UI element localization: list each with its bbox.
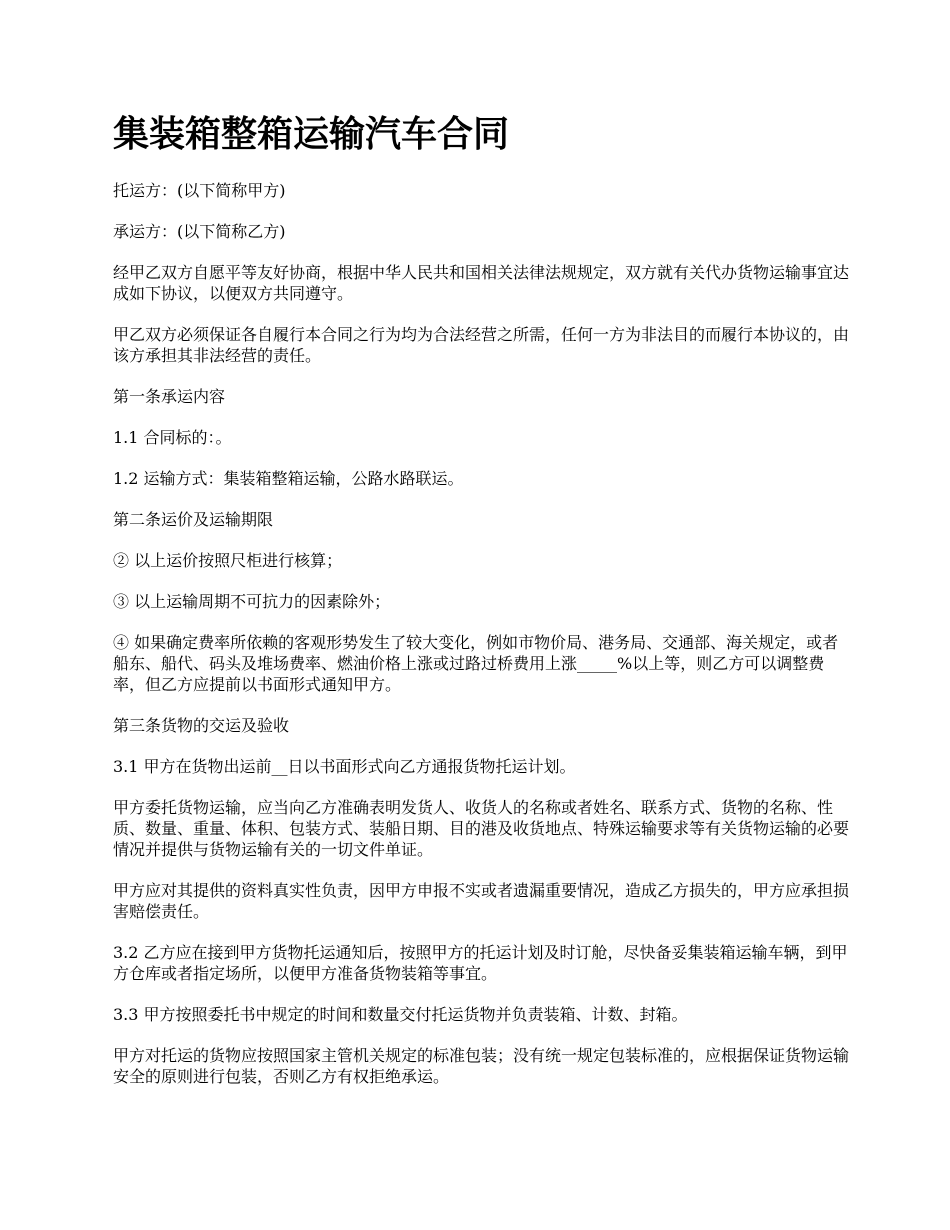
- clause-2-item-2: ② 以上运价按照尺柜进行核算；: [113, 551, 343, 570]
- clause-3-3-packaging: 甲方对托运的货物应按照国家主管机关规定的标准包装；没有统一规定包装标准的，应根据保证货物运输安全的原则进行包装，否则乙方有权拒绝承运。: [113, 1046, 850, 1086]
- clause-3-2: 3.2 乙方应在接到甲方货物托运通知后，按照甲方的托运计划及时订舱，尽快备妥集装箱运输车辆，到甲方仓库或者指定场所，以便甲方准备货物装箱等事宜。: [113, 943, 848, 983]
- paragraph-carrier: 承运方：(以下简称乙方): [113, 222, 286, 241]
- document-page: [113, 108, 853, 1107]
- document-title: 集装箱整箱运输汽车合同: [113, 114, 510, 155]
- clause-1-2: 1.2 运输方式：集装箱整箱运输，公路水路联运。: [113, 469, 464, 488]
- paragraph-legality: 甲乙双方必须保证各自履行本合同之行为均为合法经营之所需，任何一方为非法目的而履行本协议的，由该方承担其非法经营的责任。: [113, 325, 850, 365]
- clause-1-1: 1.1 合同标的：。: [113, 428, 232, 447]
- clause-3-1-liability: 甲方应对其提供的资料真实性负责，因甲方申报不实或者遗漏重要情况，造成乙方损失的，甲方应承担损害赔偿责任。: [113, 881, 850, 921]
- clause-2-item-4: ④ 如果确定费率所依赖的客观形势发生了较大变化，例如市物价局、港务局、交通部、海关规定，或者船东、船代、码头及堆场费率、燃油价格上涨或过路过桥费用上涨_____%以上等，则乙方可以调整费率，但乙方应提前以书面形式通知甲方。: [113, 633, 839, 694]
- paragraph-consignor: 托运方：(以下简称甲方): [113, 181, 286, 200]
- clause-3-1: 3.1 甲方在货物出运前__日以书面形式向乙方通报货物托运计划。: [113, 757, 576, 776]
- section-heading-3: 第三条货物的交运及验收: [113, 716, 290, 735]
- section-heading-1: 第一条承运内容: [113, 387, 226, 406]
- paragraph-preamble: 经甲乙双方自愿平等友好协商，根据中华人民共和国相关法律法规规定，双方就有关代办货物运输事宜达成如下协议，以便双方共同遵守。: [113, 263, 850, 303]
- clause-3-3: 3.3 甲方按照委托书中规定的时间和数量交付托运货物并负责装箱、计数、封箱。: [113, 1005, 688, 1024]
- clause-3-1-detail: 甲方委托货物运输，应当向乙方准确表明发货人、收货人的名称或者姓名、联系方式、货物的名称、性质、数量、重量、体积、包装方式、装船日期、目的港及收货地点、特殊运输要求等有关货物运输的必要情况并提供与货物运输有关的一切文件单证。: [113, 798, 850, 859]
- section-heading-2: 第二条运价及运输期限: [113, 510, 274, 529]
- clause-2-item-3: ③ 以上运输周期不可抗力的因素除外；: [113, 592, 391, 611]
